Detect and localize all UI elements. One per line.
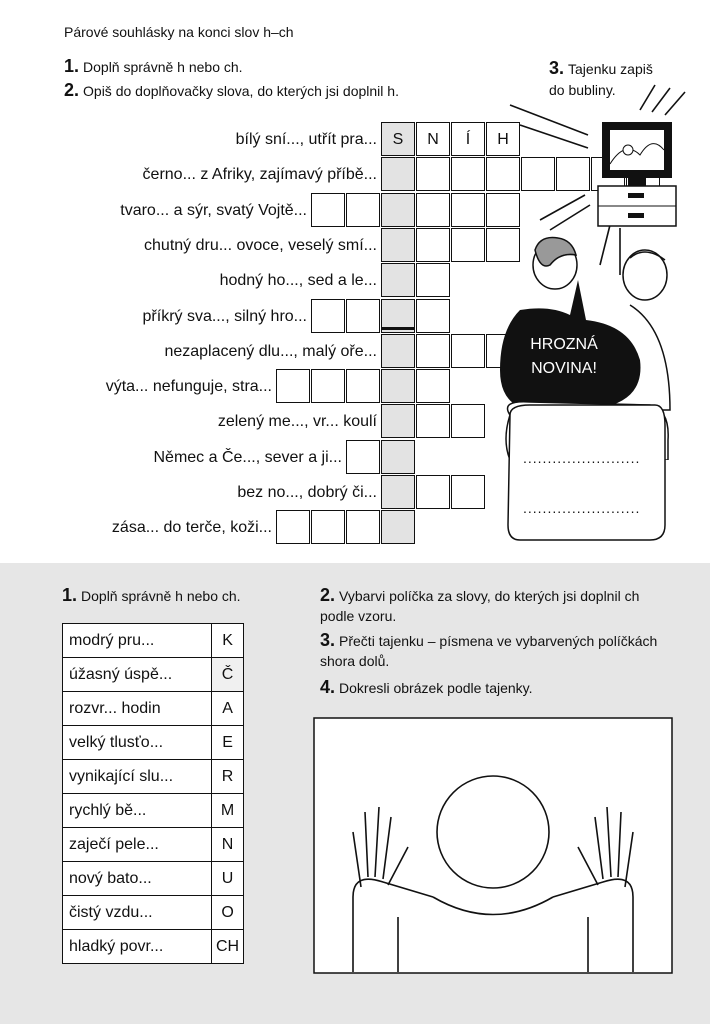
word-row xyxy=(63,692,244,726)
crossword-cell[interactable] xyxy=(311,299,345,333)
letter-cell[interactable]: A xyxy=(212,692,244,726)
crossword-clue: příkrý sva..., silný hro... xyxy=(142,307,307,325)
letter-cell[interactable]: Č xyxy=(212,658,244,692)
letter-cell[interactable]: M xyxy=(212,794,244,828)
word-row xyxy=(63,930,244,964)
crossword-cell[interactable] xyxy=(416,404,450,438)
crossword-cell[interactable] xyxy=(276,510,310,544)
drawing-area[interactable] xyxy=(313,717,673,974)
crossword-cell[interactable]: N xyxy=(416,122,450,156)
crossword-cell[interactable] xyxy=(416,369,450,403)
crossword-clue: Němec a Če..., sever a ji... xyxy=(153,448,342,466)
crossword-clue: tvaro... a sýr, svatý Vojtě... xyxy=(120,201,307,219)
crossword-cell[interactable] xyxy=(416,475,450,509)
bottom-instruction-4: 4. Dokresli obrázek podle tajenky. xyxy=(320,677,533,697)
crossword-cell[interactable] xyxy=(311,193,345,227)
solution-cell[interactable] xyxy=(381,334,415,368)
word-cell: rozvr... hodin xyxy=(63,692,212,726)
crossword-cell[interactable] xyxy=(346,299,380,333)
crossword-clue: hodný ho..., sed a le... xyxy=(219,272,377,290)
word-cell: rychlý bě... xyxy=(63,794,212,828)
crossword-clue: chutný dru... ovoce, veselý smí... xyxy=(144,236,377,254)
letter-cell[interactable]: O xyxy=(212,896,244,930)
crossword-cell[interactable] xyxy=(346,510,380,544)
bottom-instruction-2: 2. Vybarvi políčka za slovy, do kterých jsi doplnil ch podle vzoru. xyxy=(320,585,640,624)
letter-cell[interactable]: CH xyxy=(212,930,244,964)
word-cell: vynikající slu... xyxy=(63,760,212,794)
tv-icon xyxy=(598,122,676,226)
instruction-2: 2. Opiš do doplňovačky slova, do kterých jsi doplnil h. xyxy=(64,80,399,100)
crossword-cell[interactable] xyxy=(311,510,345,544)
crossword-cell[interactable]: H xyxy=(486,122,520,156)
word-cell: modrý pru... xyxy=(63,624,212,658)
crossword-clue: nezaplacený dlu..., malý oře... xyxy=(164,342,377,360)
speech-bubble-text: HROZNÁ NOVINA! xyxy=(530,336,598,377)
crossword-clue: zelený me..., vr... koulí xyxy=(217,413,377,431)
crossword-cell[interactable] xyxy=(416,157,450,191)
solution-cell[interactable]: S xyxy=(381,122,415,156)
solution-cell[interactable] xyxy=(381,228,415,262)
bottom-instruction-1: 1. Doplň správně h nebo ch. xyxy=(62,585,241,605)
crossword-cell[interactable] xyxy=(346,440,380,474)
crossword-cell[interactable] xyxy=(451,475,485,509)
word-cell: nový bato... xyxy=(63,862,212,896)
word-cell: velký tlusťo... xyxy=(63,726,212,760)
word-row xyxy=(63,624,244,658)
page-title: Párové souhlásky na konci slov h–ch xyxy=(64,24,294,40)
solution-cell[interactable] xyxy=(381,510,415,544)
crossword-marker xyxy=(381,327,415,330)
solution-cell[interactable] xyxy=(381,404,415,438)
solution-cell[interactable] xyxy=(381,193,415,227)
letter-cell[interactable]: K xyxy=(212,624,244,658)
solution-cell[interactable] xyxy=(381,475,415,509)
word-row xyxy=(63,896,244,930)
crossword-clue: černo... z Afriky, zajímavý příbě... xyxy=(142,166,377,184)
crossword-clue: bez no..., dobrý či... xyxy=(237,484,377,501)
solution-cell[interactable] xyxy=(381,440,415,474)
bottom-instruction-3: 3. Přečti tajenku – písmena ve vybarvených políčkách shora dolů. xyxy=(320,630,658,669)
word-row xyxy=(63,794,244,828)
letter-cell[interactable]: R xyxy=(212,760,244,794)
solution-cell[interactable] xyxy=(381,369,415,403)
word-cell: úžasný úspě... xyxy=(63,658,212,692)
solution-cell[interactable] xyxy=(381,263,415,297)
crossword-clue: bílý sní..., utřít pra... xyxy=(235,131,377,148)
crossword-cell[interactable] xyxy=(276,369,310,403)
letter-cell[interactable]: U xyxy=(212,862,244,896)
answer-line-2[interactable]: ........................ xyxy=(523,500,641,516)
crossword-cell[interactable] xyxy=(346,369,380,403)
letter-cell[interactable]: N xyxy=(212,828,244,862)
crossword-cell[interactable] xyxy=(416,334,450,368)
word-row xyxy=(63,726,244,760)
instruction-3: 3. Tajenku zapiš do bubliny. xyxy=(549,58,653,98)
crossword-cell[interactable] xyxy=(416,228,450,262)
answer-line-1[interactable]: ........................ xyxy=(523,450,641,466)
solution-cell[interactable] xyxy=(381,157,415,191)
crossword-cell[interactable] xyxy=(416,299,450,333)
crossword-cell[interactable] xyxy=(416,263,450,297)
answer-box xyxy=(500,400,670,550)
word-cell: čistý vzdu... xyxy=(63,896,212,930)
instruction-1: 1. Doplň správně h nebo ch. xyxy=(64,56,243,76)
crossword-cell[interactable] xyxy=(346,193,380,227)
letter-cell[interactable]: E xyxy=(212,726,244,760)
crossword-clue: výta... nefunguje, stra... xyxy=(105,378,272,396)
crossword-cell[interactable] xyxy=(416,193,450,227)
word-row xyxy=(63,760,244,794)
crossword-cell[interactable] xyxy=(311,369,345,403)
word-cell: hladký povr... xyxy=(63,930,212,964)
crossword-cell[interactable]: Í xyxy=(451,122,485,156)
word-cell: zaječí pele... xyxy=(63,828,212,862)
word-row xyxy=(63,862,244,896)
crossword-clue: zása... do terče, koži... xyxy=(111,519,272,537)
word-table xyxy=(62,623,244,964)
word-row xyxy=(63,828,244,862)
word-row xyxy=(63,658,244,692)
